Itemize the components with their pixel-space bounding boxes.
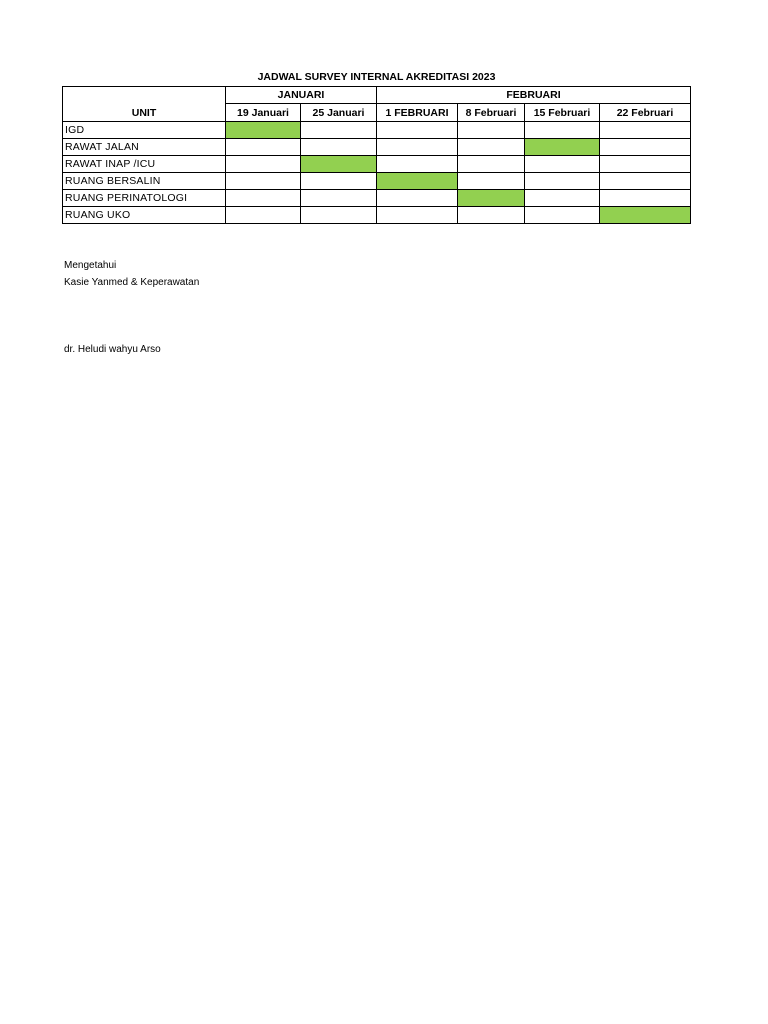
unit-name: RUANG UKO — [63, 207, 226, 224]
scheduled-cell — [600, 207, 691, 224]
unit-name: RAWAT JALAN — [63, 139, 226, 156]
table-row — [63, 122, 691, 139]
month-header-februari: FEBRUARI — [377, 87, 691, 104]
unit-header: UNIT — [63, 87, 226, 122]
schedule-cell — [301, 139, 377, 156]
schedule-cell — [600, 173, 691, 190]
document-title: JADWAL SURVEY INTERNAL AKREDITASI 2023 — [257, 71, 496, 83]
acknowledgement-label: Mengetahui — [64, 260, 117, 271]
date-header: 15 Februari — [525, 104, 600, 122]
schedule-cell — [226, 173, 301, 190]
unit-name: IGD — [63, 122, 226, 139]
schedule-cell — [458, 156, 525, 173]
schedule-cell — [525, 173, 600, 190]
schedule-cell — [301, 207, 377, 224]
schedule-cell — [377, 122, 458, 139]
unit-name: RAWAT INAP /ICU — [63, 156, 226, 173]
schedule-cell — [600, 190, 691, 207]
scheduled-cell — [458, 190, 525, 207]
date-header: 25 Januari — [301, 104, 377, 122]
schedule-cell — [525, 156, 600, 173]
schedule-cell — [226, 207, 301, 224]
schedule-cell — [458, 122, 525, 139]
schedule-cell — [301, 122, 377, 139]
schedule-cell — [301, 190, 377, 207]
unit-name: RUANG PERINATOLOGI — [63, 190, 226, 207]
schedule-cell — [377, 156, 458, 173]
schedule-cell — [377, 139, 458, 156]
schedule-cell — [301, 173, 377, 190]
table-row — [63, 207, 691, 224]
scheduled-cell — [525, 139, 600, 156]
signatory-name: dr. Heludi wahyu Arso — [64, 344, 161, 355]
schedule-cell — [600, 139, 691, 156]
date-header: 22 Februari — [600, 104, 691, 122]
schedule-cell — [226, 139, 301, 156]
schedule-cell — [226, 190, 301, 207]
schedule-cell — [600, 156, 691, 173]
schedule-cell — [458, 139, 525, 156]
schedule-cell — [525, 190, 600, 207]
schedule-cell — [600, 122, 691, 139]
unit-name: RUANG BERSALIN — [63, 173, 226, 190]
table-row — [63, 139, 691, 156]
schedule-cell — [377, 207, 458, 224]
schedule-cell — [458, 207, 525, 224]
schedule-cell — [525, 122, 600, 139]
schedule-cell — [458, 173, 525, 190]
date-header: 8 Februari — [458, 104, 525, 122]
table-row — [63, 173, 691, 190]
table-row — [63, 190, 691, 207]
month-header-januari: JANUARI — [226, 87, 377, 104]
scheduled-cell — [377, 173, 458, 190]
date-header: 1 FEBRUARI — [377, 104, 458, 122]
date-header: 19 Januari — [226, 104, 301, 122]
schedule-cell — [226, 156, 301, 173]
signatory-position: Kasie Yanmed & Keperawatan — [64, 277, 200, 288]
scheduled-cell — [301, 156, 377, 173]
scheduled-cell — [226, 122, 301, 139]
month-header-row — [63, 87, 691, 104]
schedule-cell — [525, 207, 600, 224]
table-row — [63, 156, 691, 173]
schedule-cell — [377, 190, 458, 207]
schedule-table — [62, 86, 691, 224]
